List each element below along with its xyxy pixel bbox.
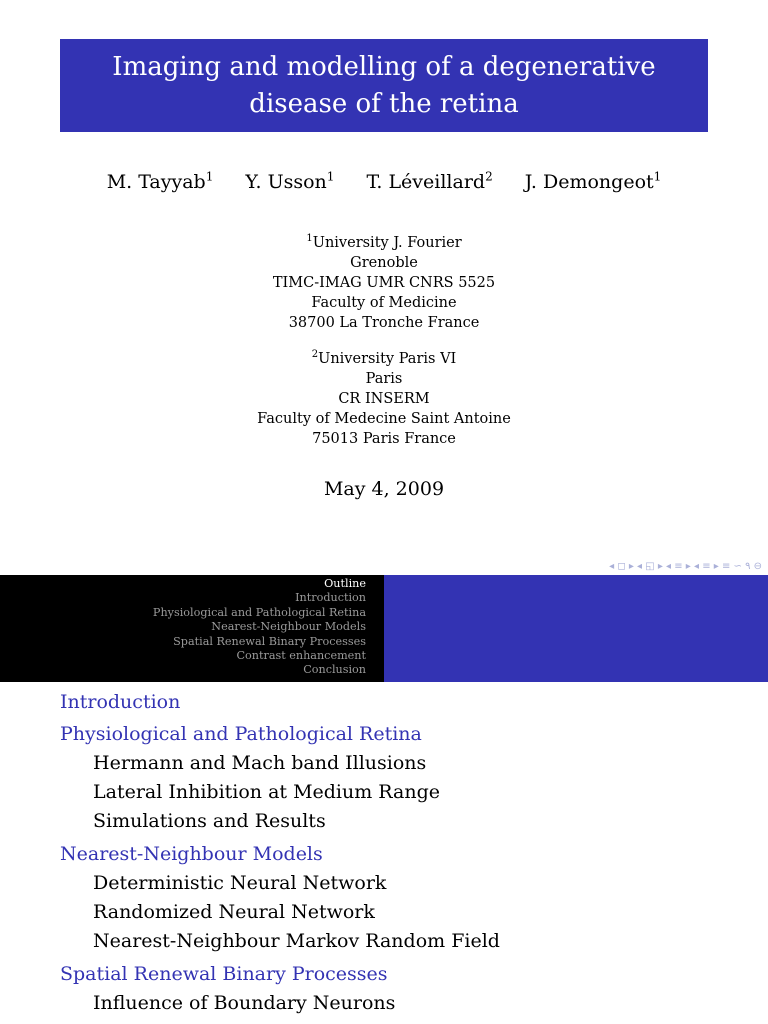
- title-line-2: disease of the retina: [249, 88, 519, 119]
- author-name: M. Tayyab: [106, 171, 206, 193]
- author-affiliation-mark: 2: [485, 169, 493, 184]
- affiliation-text: University J. Fourier: [312, 235, 462, 251]
- affiliation-line: Paris: [365, 371, 403, 387]
- affiliation-line: [0, 233, 768, 253]
- affiliation-line: TIMC-IMAG UMR CNRS 5525: [272, 275, 496, 291]
- affiliation-mark: 1: [306, 233, 313, 245]
- header-section-panel: [0, 575, 384, 682]
- author-affiliation-mark: 1: [653, 169, 662, 184]
- presentation-date: May 4, 2009: [323, 478, 445, 500]
- header-item-spatial-renewal[interactable]: Spatial Renewal Binary Processes: [173, 634, 366, 648]
- affiliation-2: [0, 349, 768, 449]
- author-name: T. Léveillard: [366, 171, 486, 193]
- outline-subsection[interactable]: Deterministic Neural Network: [93, 872, 387, 894]
- outline-subsection[interactable]: Lateral Inhibition at Medium Range: [93, 781, 441, 803]
- header-section-list: [153, 577, 366, 678]
- slide-header: [0, 575, 768, 682]
- title-box: [60, 39, 708, 132]
- affiliation-mark: 2: [311, 349, 319, 361]
- author-affiliation-mark: 1: [326, 169, 335, 184]
- author-affiliation-mark: 1: [205, 169, 214, 184]
- outline-list: [60, 688, 760, 1022]
- outline-subsection[interactable]: Nearest-Neighbour Markov Random Field: [93, 930, 500, 952]
- header-item-outline[interactable]: Outline: [324, 577, 366, 590]
- header-item-retina[interactable]: Physiological and Pathological Retina: [152, 605, 366, 619]
- affiliation-1: [0, 233, 768, 333]
- affiliation-line: [0, 349, 768, 369]
- header-item-introduction[interactable]: Introduction: [295, 591, 366, 605]
- outline-section-introduction[interactable]: Introduction: [60, 691, 181, 713]
- outline-subsection-list: [93, 989, 760, 1018]
- header-item-nearest-neighbour[interactable]: Nearest-Neighbour Models: [211, 620, 366, 634]
- author: [245, 171, 334, 193]
- outline-subsection-list: [93, 749, 760, 836]
- outline-section-nearest-neighbour[interactable]: Nearest-Neighbour Models: [60, 843, 323, 865]
- outline-section-spatial-renewal[interactable]: Spatial Renewal Binary Processes: [60, 963, 388, 985]
- author: [525, 171, 662, 193]
- affiliation-line: 38700 La Tronche France: [288, 315, 480, 331]
- author-name: Y. Usson: [245, 171, 327, 193]
- outline-subsection[interactable]: Simulations and Results: [93, 810, 326, 832]
- beamer-navigation-icons[interactable]: ◂ ◻ ▸ ◂ ◱ ▸ ◂ ≡ ▸ ◂ ≡ ▸ ≡ ∽ ۹ ⊖: [609, 561, 762, 572]
- outline-subsection-list: [93, 869, 760, 956]
- header-item-conclusion[interactable]: Conclusion: [303, 663, 366, 677]
- outline-section-retina[interactable]: Physiological and Pathological Retina: [60, 723, 422, 745]
- author-name: J. Demongeot: [524, 171, 654, 193]
- affiliation-line: Grenoble: [350, 255, 418, 271]
- author: [107, 171, 214, 193]
- affiliation-text: University Paris VI: [318, 351, 457, 367]
- affiliation-line: CR INSERM: [338, 391, 430, 407]
- outline-subsection[interactable]: Randomized Neural Network: [93, 901, 375, 923]
- author: [366, 171, 492, 193]
- header-blue-panel: [384, 575, 768, 682]
- outline-subsection[interactable]: Influence of Boundary Neurons: [93, 992, 396, 1014]
- affiliation-line: 75013 Paris France: [312, 431, 456, 447]
- header-item-contrast[interactable]: Contrast enhancement: [236, 649, 366, 663]
- authors: [0, 171, 768, 193]
- title-line-1: Imaging and modelling of a degenerative: [112, 51, 656, 82]
- affiliation-line: Faculty of Medicine: [311, 295, 457, 311]
- outline-subsection[interactable]: Hermann and Mach band Illusions: [93, 752, 427, 774]
- affiliation-line: Faculty of Medecine Saint Antoine: [257, 411, 511, 427]
